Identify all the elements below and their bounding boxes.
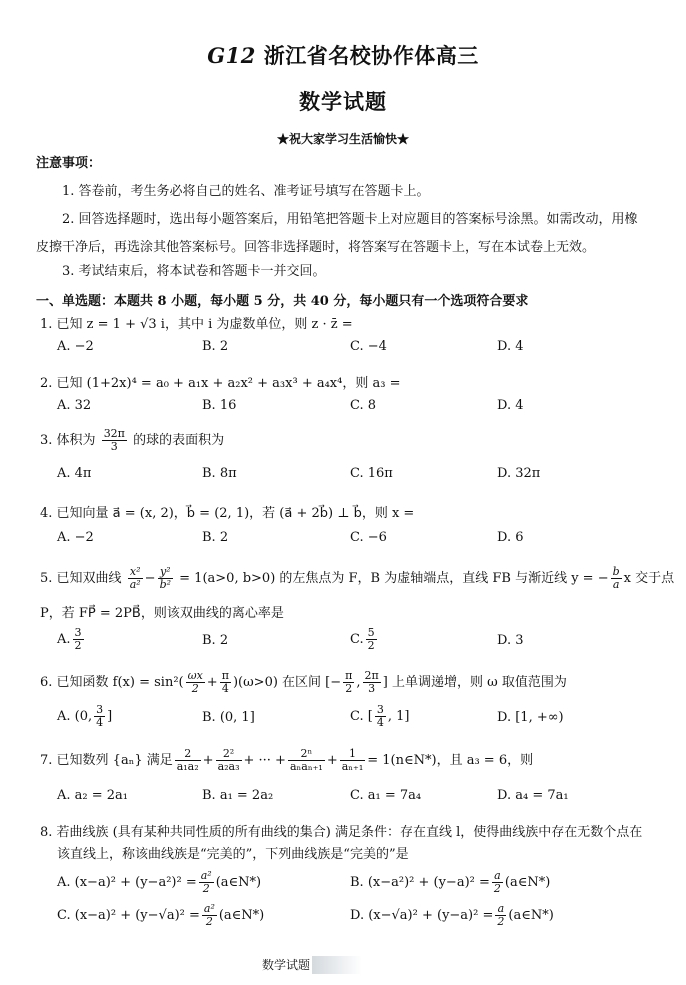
motto: ★祝大家学习生活愉快★ xyxy=(276,132,409,146)
q6-frac-wx-num: ωx xyxy=(187,669,203,682)
q3-volume-den: 3 xyxy=(110,440,118,453)
q2-option-c: C. 8 xyxy=(350,398,377,413)
q8-option-c-pre: C. (x−a)² + (y−√a)² = xyxy=(57,908,200,923)
q5-frac-x xyxy=(128,566,143,591)
q5-frac-y-num: y² xyxy=(158,566,173,579)
q2-option-a: A. 32 xyxy=(57,398,92,413)
subject-title: 数学试题 xyxy=(299,89,387,114)
q8-option-b-post: (a∈N*) xyxy=(504,875,551,890)
q8-option-b xyxy=(350,870,550,895)
q8-option-d-pre: D. (x−√a)² + (y−a)² = xyxy=(350,908,494,923)
q6-option-d: D. [1, +∞) xyxy=(497,710,564,725)
q5-frac-slope xyxy=(611,566,622,591)
q7-option-c: C. a₁ = 7a₄ xyxy=(350,788,422,803)
q6-option-a-frac xyxy=(94,704,105,729)
q8-option-d-num: a xyxy=(495,903,506,916)
q8-option-b-pre: B. (x−a²)² + (y−a)² = xyxy=(350,875,490,890)
q5-minus: − xyxy=(144,571,156,586)
q7-frac-n xyxy=(288,748,325,773)
q7-plus-2: + ··· + xyxy=(243,753,286,768)
q7-frac-last-den: aₙ₊₁ xyxy=(341,760,364,773)
q6-lower-den: 2 xyxy=(345,682,353,695)
question-2-stem: 2. 已知 (1+2x)⁴ = a₀ + a₁x + a₂x² + a₃x³ + a₄x⁴，则 a₃ = xyxy=(40,376,401,391)
q5-option-a-num: 3 xyxy=(74,626,82,639)
q4-option-c: C. −6 xyxy=(350,530,387,545)
q7-end: = 1(n∈N*)，且 a₃ = 6，则 xyxy=(367,753,534,768)
q7-frac-last-num: 1 xyxy=(340,748,366,761)
q6-option-a-post: ] xyxy=(107,709,113,724)
q6-plus: + xyxy=(206,675,218,690)
q8-option-b-den: 2 xyxy=(493,882,501,895)
q7-plus-1: + xyxy=(202,753,214,768)
q7-plus-3: + xyxy=(326,753,338,768)
q8-option-d xyxy=(350,903,554,928)
q6-option-c xyxy=(350,704,409,729)
question-8-stem: 8. 若曲线族 (具有某种共同性质的所有曲线的集合) 满足条件：存在直线 l，使得曲线族中存在无数个点在 xyxy=(40,825,643,840)
q6-option-c-den: 4 xyxy=(376,716,384,729)
footer-page-mark xyxy=(312,956,362,974)
q8-option-d-den: 2 xyxy=(497,915,505,928)
q7-frac-2-den: a₂a₃ xyxy=(217,760,240,773)
notice-item-2-cont: 皮擦干净后，再选涂其他答案标号。回答非选择题时，将答案写在答题卡上，写在本试卷上无效。 xyxy=(36,240,596,255)
q6-pre: 6. 已知函数 f(x) = sin²( xyxy=(40,675,184,690)
q4-option-a: A. −2 xyxy=(57,530,94,545)
question-1-stem: 1. 已知 z = 1 + √3 i，其中 i 为虚数单位，则 z · z̄ = xyxy=(40,317,353,332)
q3-option-b: B. 8π xyxy=(202,466,237,481)
q3-option-a: A. 4π xyxy=(57,466,92,481)
q6-option-c-pre: C. [ xyxy=(350,709,373,724)
q6-frac-upper xyxy=(363,670,381,695)
q6-lower-num: π xyxy=(345,669,353,682)
q6-option-a-pre: A. (0, xyxy=(57,709,93,724)
q5-option-a-den: 2 xyxy=(74,639,82,652)
q6-frac-wx xyxy=(186,670,205,695)
q8-option-c-frac xyxy=(202,903,217,928)
q8-option-a-frac xyxy=(199,870,214,895)
q3-volume-fraction xyxy=(102,428,127,453)
q5-option-c-label: C. xyxy=(350,632,364,647)
q6-end: ] 上单调递增，则 ω 取值范围为 xyxy=(382,675,567,690)
exam-title-text: 浙江省名校协作体高三 xyxy=(255,43,479,68)
q7-frac-1-num: 2 xyxy=(175,748,201,761)
q7-pre: 7. 已知数列 {aₙ} 满足 xyxy=(40,753,173,768)
q7-frac-n-num: 2ⁿ xyxy=(288,748,325,761)
q7-frac-2 xyxy=(216,748,242,773)
q8-option-a-post: (a∈N*) xyxy=(215,875,262,890)
q5-option-a-label: A. xyxy=(57,632,71,647)
q5-option-c-frac xyxy=(366,627,377,652)
question-6-stem xyxy=(40,670,567,695)
q6-upper-num: 2π xyxy=(364,669,379,682)
question-8-stem-cont: 该直线上，称该曲线族是“完美的”，下列曲线族是“完美的”是 xyxy=(57,847,409,862)
q7-option-d: D. a₄ = 7a₁ xyxy=(497,788,569,803)
q6-upper-den: 3 xyxy=(368,682,376,695)
q5-slope-num: b xyxy=(612,565,620,578)
q5-frac-y-den: b² xyxy=(159,578,172,591)
notice-heading: 注意事项： xyxy=(36,156,102,171)
q8-option-a-pre: A. (x−a)² + (y−a²)² = xyxy=(57,875,197,890)
q5-option-d: D. 3 xyxy=(497,633,524,648)
q8-option-b-frac xyxy=(492,870,503,895)
exam-code: G12 xyxy=(207,43,256,68)
question-4-stem: 4. 已知向量 a⃗ = (x, 2)，b⃗ = (2, 1)，若 (a⃗ + 2b⃗) ⊥ b⃗，则 x = xyxy=(40,506,415,521)
question-3-stem xyxy=(40,428,224,453)
q3-volume-num: 32π xyxy=(103,427,125,440)
q5-mid: = 1(a>0, b>0) 的左焦点为 F，B 为虚轴端点，直线 FB 与渐近线 y = − xyxy=(179,571,609,586)
q4-option-b: B. 2 xyxy=(202,530,229,545)
q8-option-d-frac xyxy=(495,903,506,928)
question-5-stem xyxy=(40,566,674,591)
q5-pre: 5. 已知双曲线 xyxy=(40,571,122,586)
q8-option-b-num: a xyxy=(492,870,503,883)
q6-option-c-post: , 1] xyxy=(387,709,410,724)
question-7-stem xyxy=(40,748,533,773)
q5-option-c-den: 2 xyxy=(367,639,375,652)
q8-option-c-num: a² xyxy=(203,902,215,915)
q6-frac-wx-den: 2 xyxy=(191,682,199,695)
q7-frac-1 xyxy=(175,748,201,773)
q6-frac-pi4-num: π xyxy=(221,669,229,682)
q7-frac-1-den: a₁a₂ xyxy=(176,760,199,773)
q5-option-c xyxy=(350,627,379,652)
q5-option-a-frac xyxy=(73,627,84,652)
notice-item-3: 3. 考试结束后，将本试卷和答题卡一并交回。 xyxy=(62,264,326,279)
q5-frac-y xyxy=(158,566,173,591)
q5-slope-den: a xyxy=(612,578,620,591)
section-heading: 一、单选题：本题共 8 小题，每小题 5 分，共 40 分，每小题只有一个选项符合要求 xyxy=(36,294,529,309)
q6-comma: , xyxy=(356,675,361,690)
q6-option-b: B. (0, 1] xyxy=(202,710,255,725)
q3-stem-post: 的球的表面积为 xyxy=(133,433,225,448)
q8-option-c-post: (a∈N*) xyxy=(218,908,265,923)
q3-stem-pre: 3. 体积为 xyxy=(40,433,96,448)
q2-option-d: D. 4 xyxy=(497,398,524,413)
q6-frac-lower xyxy=(343,670,354,695)
exam-title xyxy=(0,40,686,70)
q2-option-b: B. 16 xyxy=(202,398,237,413)
q8-option-a-num: a² xyxy=(200,869,212,882)
q7-frac-n-den: aₙaₙ₊₁ xyxy=(289,760,323,773)
q7-option-b: B. a₁ = 2a₂ xyxy=(202,788,274,803)
q6-mid: )(ω>0) 在区间 [− xyxy=(232,675,342,690)
q5-option-c-num: 5 xyxy=(367,626,375,639)
q6-option-c-num: 3 xyxy=(376,703,384,716)
question-5-stem-cont: P，若 FP⃗ = 2PB⃗，则该双曲线的离心率是 xyxy=(40,606,284,621)
notice-item-2: 2. 回答选择题时，选出每小题答案后，用铅笔把答题卡上对应题目的答案标号涂黑。如需改动，用橡 xyxy=(62,212,638,227)
q3-option-d: D. 32π xyxy=(497,466,541,481)
q5-end: x 交于点 xyxy=(623,571,675,586)
q7-frac-last xyxy=(340,748,366,773)
q6-frac-pi4-den: 4 xyxy=(221,682,229,695)
q5-frac-x-num: x² xyxy=(128,566,143,579)
q1-option-a: A. −2 xyxy=(57,339,94,354)
q6-option-a-num: 3 xyxy=(96,703,104,716)
q6-option-c-frac xyxy=(375,704,386,729)
footer-label: 数学试题 xyxy=(262,958,311,972)
q1-option-c: C. −4 xyxy=(350,339,387,354)
q4-option-d: D. 6 xyxy=(497,530,524,545)
q1-option-d: D. 4 xyxy=(497,339,524,354)
q6-option-a xyxy=(57,704,112,729)
q8-option-a-den: 2 xyxy=(202,882,210,895)
q7-frac-2-num: 2² xyxy=(216,748,242,761)
q3-option-c: C. 16π xyxy=(350,466,393,481)
q6-frac-pi4 xyxy=(220,670,231,695)
q5-frac-x-den: a² xyxy=(129,578,141,591)
q8-option-c xyxy=(57,903,264,928)
q7-option-a: A. a₂ = 2a₁ xyxy=(57,788,129,803)
q1-option-b: B. 2 xyxy=(202,339,229,354)
q8-option-d-post: (a∈N*) xyxy=(508,908,554,923)
q5-option-b: B. 2 xyxy=(202,633,229,648)
q5-option-a xyxy=(57,627,86,652)
notice-item-1: 1. 答卷前，考生务必将自己的姓名、准考证号填写在答题卡上。 xyxy=(62,184,430,199)
q8-option-c-den: 2 xyxy=(205,915,213,928)
q6-option-a-den: 4 xyxy=(96,716,104,729)
q8-option-a xyxy=(57,870,261,895)
